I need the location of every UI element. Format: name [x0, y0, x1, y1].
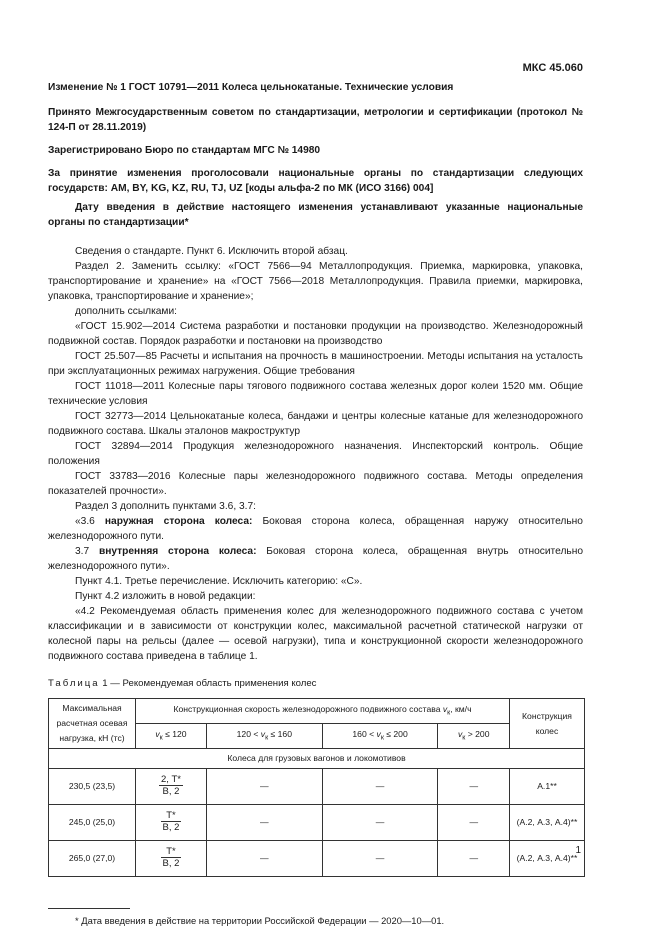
footnote-divider — [48, 908, 130, 909]
paragraph: ГОСТ 25.507—85 Расчеты и испытания на прочность в машиностроении. Методы испытания на усталость при эксплуатационных режимах нагружения. Общие требования — [48, 351, 583, 377]
paragraph: Раздел 3 дополнить пунктами 3.6, 3.7: — [75, 501, 256, 512]
table-row: 265,0 (27,0) $\frac{Т*}{В, 2}$ — — — (А.2, А.3, А.4)** — [49, 841, 585, 877]
paragraph: ГОСТ 33783—2016 Колесные пары железнодорожного подвижного состава. Методы определения показателей прочности». — [48, 471, 583, 497]
paragraph: «4.2 Рекомендуемая область применения колес для железнодорожного подвижного состава с учетом классификации и в зависимости от конструкции колес, максимальной расчетной статической нагрузки от колесной пары на рельсы (далее — осевой нагрузки), типа и конструкционной скорости железнодорожного подвижного состава приведена в таблице 1. — [48, 606, 583, 662]
wheel-application-table — [48, 698, 585, 877]
fraction: $\frac{Т*}{В, 2}$ — [162, 810, 180, 833]
paragraph: дополнить ссылками: — [75, 306, 177, 317]
table-caption: Таблица 1 — Рекомендуемая область применения колес — [48, 678, 317, 689]
adopted-note: Принято Межгосударственным советом по стандартизации, метрологии и сертификации (протокол № 124-П от 28.11.2019) — [48, 107, 583, 133]
registered-note: Зарегистрировано Бюро по стандартам МГС № 14980 — [48, 145, 321, 156]
term: внутренняя сторона колеса: — [98, 546, 257, 557]
paragraph: Пункт 4.1. Третье перечисление. Исключить категорию: «С». — [75, 576, 363, 587]
header-load: Максимальная расчетная осевая нагрузка, кН (тс) — [49, 699, 136, 749]
voted-note: За принятие изменения проголосовали национальные органы по стандартизации следующих государств: AM, BY, KG, KZ, RU, TJ, UZ [коды альфа-2 по МК (ИСО 3166) 004] — [48, 168, 583, 194]
table-row: 230,5 (23,5) $\frac{2, Т*}{В, 2}$ — — — А.1** — [49, 769, 585, 805]
group-row: Колеса для грузовых вагонов и локомотивов — [49, 749, 585, 769]
paragraph: «ГОСТ 15.902—2014 Система разработки и постановки продукции на производство. Железнодорожный подвижной состав. Порядок разработки и постановки на производство — [48, 321, 583, 347]
paragraph: Раздел 2. Заменить ссылку: «ГОСТ 7566—94 Металлопродукция. Приемка, маркировка, упаковка, транспортирование и хранение» на «ГОСТ 7566—2018 Металлопродукция. Правила приемки, маркировка, упаковка, транспортирование и хранение»; — [48, 261, 583, 302]
mks-code: МКС 45.060 — [522, 62, 583, 74]
document-content — [48, 80, 583, 928]
fraction: $\frac{Т*}{В, 2}$ — [162, 846, 180, 869]
paragraph: ГОСТ 11018—2011 Колесные пары тягового подвижного состава железных дорог колеи 1520 мм. Общие технические условия — [48, 381, 583, 407]
fraction: $\frac{2, Т*}{В, 2}$ — [160, 774, 181, 797]
footnote: * Дата введения в действие на территории Российской Федерации — 2020—10—01. — [75, 915, 445, 926]
paragraph: Сведения о стандарте. Пункт 6. Исключить второй абзац. — [75, 246, 348, 257]
term-definition: «3.6 наружная сторона колеса: Боковая сторона колеса, обращенная наружу относительно железнодорожного пути. — [48, 516, 583, 542]
change-title: Изменение № 1 ГОСТ 10791—2011 Колеса цельнокатаные. Технические условия — [48, 82, 454, 93]
term-definition: 3.7 внутренняя сторона колеса: Боковая сторона колеса, обращенная внутрь относительно железнодорожного пути». — [48, 546, 583, 572]
date-note: Дату введения в действие настоящего изменения устанавливают указанные национальные органы по стандартизации* — [48, 202, 583, 228]
paragraph: ГОСТ 32773—2014 Цельнокатаные колеса, бандажи и центры колесные катаные для железнодорожного подвижного состава. Шкалы эталонов макроструктур — [48, 411, 583, 437]
header-construction: Конструкция колес — [510, 699, 585, 749]
paragraph: Пункт 4.2 изложить в новой редакции: — [75, 591, 256, 602]
speed-bin: $v_к > 200$ — [438, 724, 510, 749]
page-number: 1 — [575, 845, 581, 856]
paragraph: ГОСТ 32894—2014 Продукция железнодорожного назначения. Инспекторский контроль. Общие положения — [48, 441, 583, 467]
speed-bin: $120 < v_к \le 160$ — [206, 724, 322, 749]
speed-bin: $160 < v_к \le 200$ — [322, 724, 438, 749]
term: наружная сторона колеса: — [104, 516, 253, 527]
table-row: 245,0 (25,0) $\frac{Т*}{В, 2}$ — — — (А.2, А.3, А.4)** — [49, 805, 585, 841]
header-speed: Конструкционная скорость железнодорожного подвижного состава $v_к$, км/ч — [136, 699, 510, 724]
speed-bin: $v_к \le 120$ — [136, 724, 207, 749]
